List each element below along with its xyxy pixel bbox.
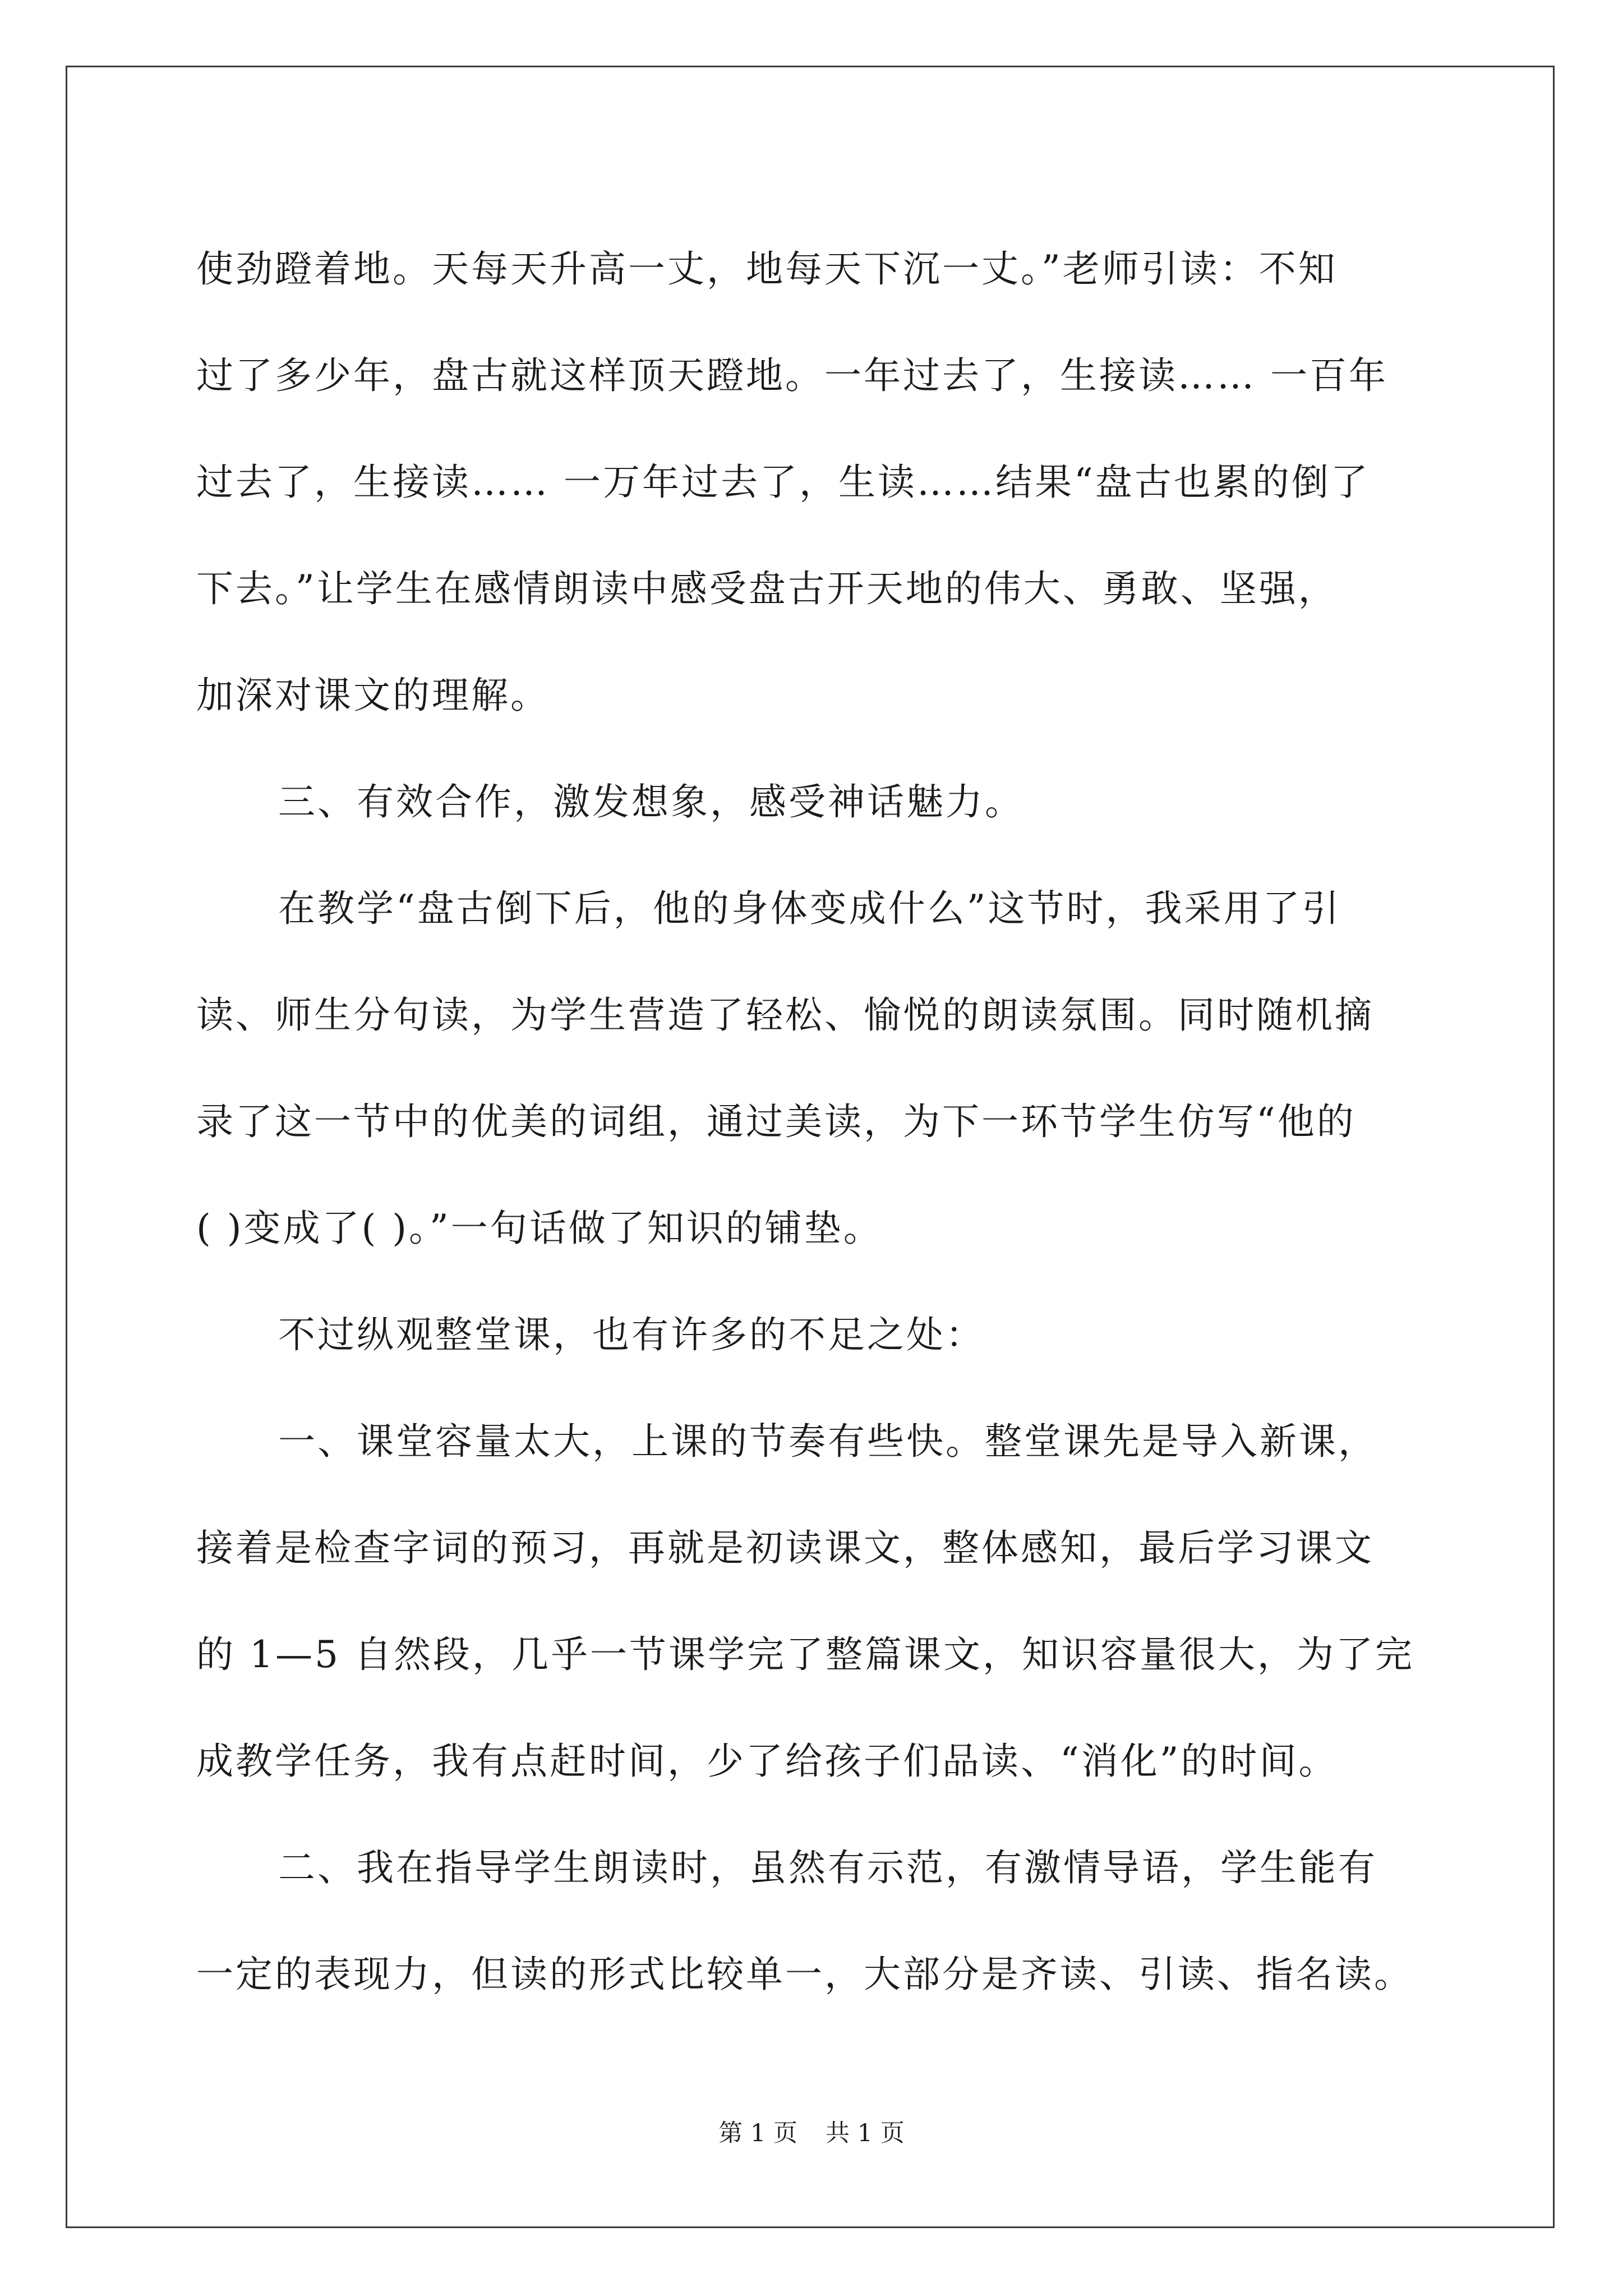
text-line: 过去了，生接读…… 一万年过去了，生读……结果“盘古也累的倒了 [196, 461, 1370, 504]
text-line: 接着是检查字词的预习，再就是初读课文，整体感知，最后学习课文 [196, 1526, 1374, 1570]
section-heading-line: 三、有效合作，激发想象，感受神话魅力。 [278, 780, 1024, 823]
text-line: 成教学任务，我有点赶时间，少了给孩子们品读、“消化”的时间。 [196, 1740, 1338, 1783]
text-line: 下去。”让学生在感情朗读中感受盘古开天地的伟大、勇敢、坚强， [196, 567, 1338, 610]
text-line: 使劲蹬着地。天每天升高一丈，地每天下沉一丈。”老师引读：不知 [196, 247, 1338, 291]
text-line: ( )变成了( )。”一句话做了知识的铺垫。 [196, 1207, 883, 1250]
paragraph-start-line: 在教学“盘古倒下后，他的身体变成什么”这节时，我采用了引 [278, 887, 1341, 930]
paragraph-start-line: 不过纵观整堂课，也有许多的不足之处： [278, 1313, 985, 1356]
text-line: 读、师生分句读，为学生营造了轻松、愉悦的朗读氛围。同时随机摘 [196, 993, 1374, 1037]
page-footer [0, 2116, 1623, 2150]
document-body [196, 216, 1430, 2028]
paragraph-start-line: 二、我在指导学生朗读时，虽然有示范，有激情导语，学生能有 [278, 1846, 1377, 1889]
text-line: 的 1—5 自然段，几乎一节课学完了整篇课文，知识容量很大，为了完 [196, 1633, 1414, 1676]
page-total: 共 1 页 [826, 2119, 905, 2147]
paragraph-start-line: 一、课堂容量太大，上课的节奏有些快。整堂课先是导入新课， [278, 1420, 1377, 1463]
page-number: 第 1 页 [718, 2119, 797, 2147]
text-line: 一定的表现力，但读的形式比较单一，大部分是齐读、引读、指名读。 [196, 1953, 1413, 1996]
text-line: 录了这一节中的优美的词组，通过美读，为下一环节学生仿写“他的 [196, 1100, 1356, 1143]
text-line: 过了多少年，盘古就这样顶天蹬地。一年过去了，生接读…… 一百年 [196, 354, 1388, 397]
text-line: 加深对课文的理解。 [196, 674, 550, 717]
